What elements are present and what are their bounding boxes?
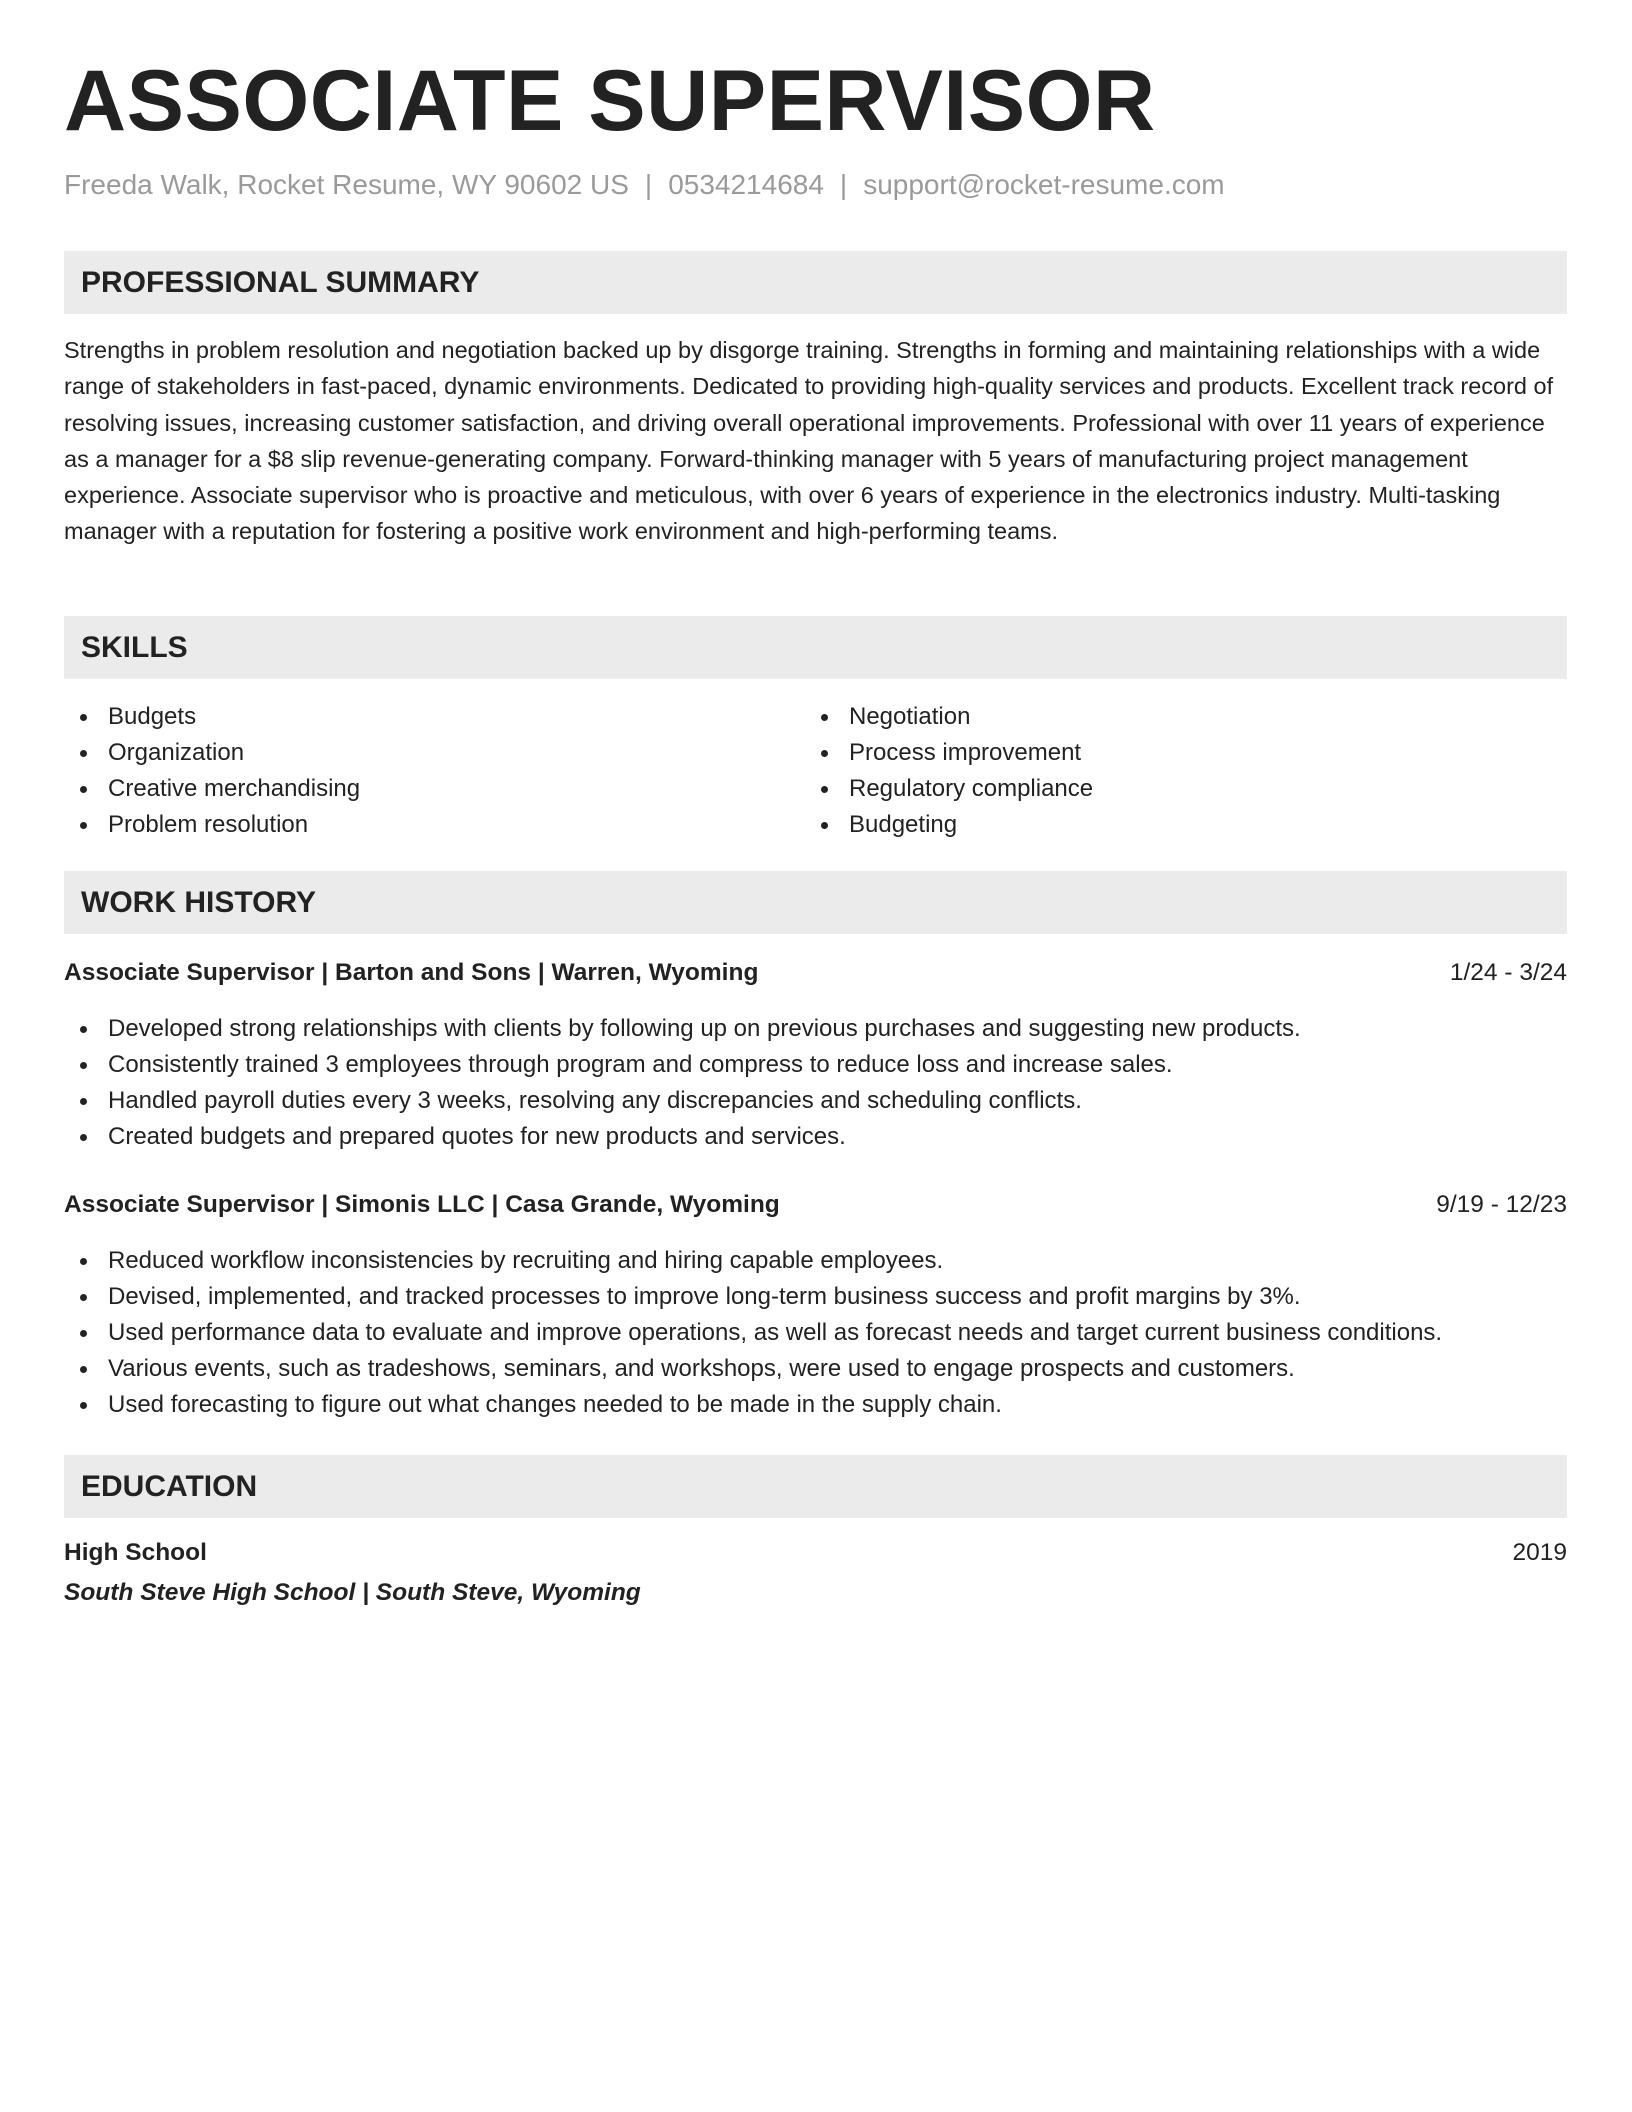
job-dates: 9/19 - 12/23 (1436, 1191, 1567, 1218)
skill-item: Regulatory compliance (805, 771, 1505, 807)
skill-item: Problem resolution (64, 807, 764, 843)
education-degree: High School (64, 1539, 207, 1566)
education-school: South Steve High School | South Steve, Wyoming (64, 1579, 641, 1606)
job-bullets (64, 1243, 1567, 1423)
job-bullet: Various events, such as tradeshows, seminars, and workshops, were used to engage prospects and customers. (64, 1351, 1567, 1387)
skill-item: Creative merchandising (64, 771, 764, 807)
skill-item: Budgeting (805, 807, 1505, 843)
job-bullet: Used forecasting to figure out what changes needed to be made in the supply chain. (64, 1387, 1567, 1423)
section-title-work: WORK HISTORY (81, 886, 317, 919)
section-title-education: EDUCATION (81, 1470, 258, 1503)
job-bullet: Created budgets and prepared quotes for new products and services. (64, 1119, 1567, 1155)
contact-email: support@rocket-resume.com (863, 169, 1225, 200)
skills-list-right (805, 699, 1505, 843)
job-bullet: Reduced workflow inconsistencies by recruiting and hiring capable employees. (64, 1243, 1567, 1279)
section-header-work (64, 871, 1567, 934)
section-header-skills (64, 616, 1567, 679)
skill-item: Process improvement (805, 735, 1505, 771)
job-title: Associate Supervisor | Barton and Sons | Warren, Wyoming (64, 959, 759, 986)
job-dates: 1/24 - 3/24 (1449, 959, 1567, 986)
job-bullet: Handled payroll duties every 3 weeks, resolving any discrepancies and scheduling conflicts. (64, 1083, 1567, 1119)
job-bullet: Consistently trained 3 employees through program and compress to reduce loss and increase sales. (64, 1047, 1567, 1083)
job-bullet: Developed strong relationships with clients by following up on previous purchases and suggesting new products. (64, 1011, 1567, 1047)
job-bullet: Devised, implemented, and tracked processes to improve long-term business success and profit margins by 3%. (64, 1279, 1567, 1315)
skill-item: Budgets (64, 699, 764, 735)
skills-list-left (64, 699, 764, 843)
section-title-summary: PROFESSIONAL SUMMARY (81, 266, 480, 299)
skill-item: Organization (64, 735, 764, 771)
contact-phone: 0534214684 (668, 169, 824, 200)
section-title-skills: SKILLS (81, 631, 188, 664)
job-bullets (64, 1011, 1567, 1155)
section-header-summary (64, 251, 1567, 314)
candidate-title: ASSOCIATE SUPERVISOR (64, 53, 1156, 149)
contact-line (64, 168, 1225, 202)
skill-item: Negotiation (805, 699, 1505, 735)
job-bullet: Used performance data to evaluate and improve operations, as well as forecast needs and target current business conditions. (64, 1315, 1567, 1351)
education-year: 2019 (1512, 1539, 1567, 1566)
job-title: Associate Supervisor | Simonis LLC | Casa Grande, Wyoming (64, 1191, 780, 1218)
contact-separator: | (644, 169, 653, 200)
summary-text: Strengths in problem resolution and negotiation backed up by disgorge training. Strengths in forming and maintaining relationships with a wide range of stakeholders in fast-paced, dynamic environments. Dedicated to providing high-quality services and products. Excellent track record of resolving issues, increasing customer satisfaction, and driving overall operational improvements. Professional with over 11 years of experience as a manager for a $8 slip revenue-generating company. Forward-thinking manager with 5 years of manufacturing project management experience. Associate supervisor who is proactive and meticulous, with over 6 years of experience in the electronics industry. Multi-tasking manager with a reputation for fostering a positive work environment and high-performing teams. (64, 337, 1554, 545)
section-header-education (64, 1455, 1567, 1518)
contact-address: Freeda Walk, Rocket Resume, WY 90602 US (64, 169, 629, 200)
contact-separator: | (839, 169, 848, 200)
